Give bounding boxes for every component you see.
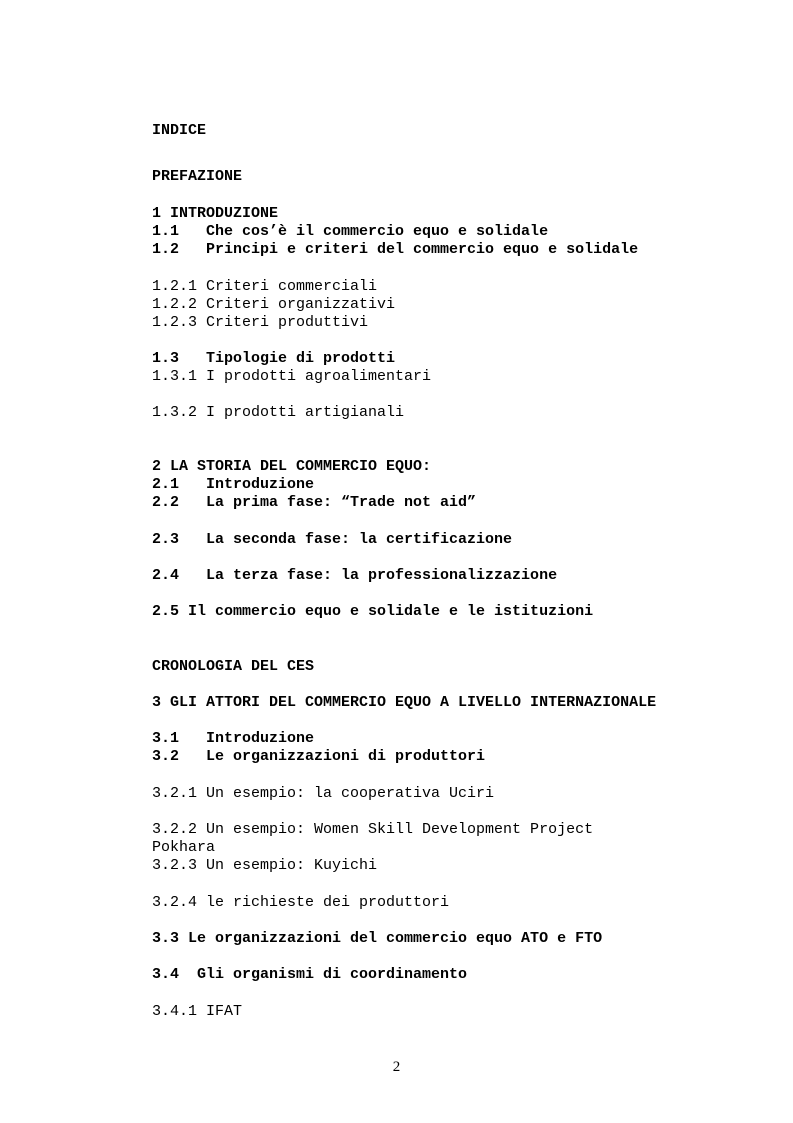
toc-entry-3-4-1: 3.4.1 IFAT bbox=[152, 1003, 243, 1020]
toc-entry-3-2: 3.2 Le organizzazioni di produttori bbox=[152, 748, 486, 765]
toc-entry-1-2-2: 1.2.2 Criteri organizzativi bbox=[152, 296, 396, 313]
toc-entry-2-4: 2.4 La terza fase: la professionalizzazione bbox=[152, 567, 558, 584]
toc-entry-prefazione: PREFAZIONE bbox=[152, 168, 243, 185]
toc-entry-3-3: 3.3 Le organizzazioni del commercio equo ATO e FTO bbox=[152, 930, 603, 947]
toc-entry-2-1: 2.1 Introduzione bbox=[152, 476, 315, 493]
toc-entry-3-2-2-continued: Pokhara bbox=[152, 839, 216, 856]
toc-entry-chapter-1: 1 INTRODUZIONE bbox=[152, 205, 279, 222]
toc-entry-chapter-3: 3 GLI ATTORI DEL COMMERCIO EQUO A LIVELLO INTERNAZIONALE bbox=[152, 694, 657, 711]
page-number: 2 bbox=[392, 1059, 401, 1075]
toc-entry-1-2: 1.2 Principi e criteri del commercio equo e solidale bbox=[152, 241, 639, 258]
toc-entry-3-1: 3.1 Introduzione bbox=[152, 730, 315, 747]
toc-entry-1-2-3: 1.2.3 Criteri produttivi bbox=[152, 314, 369, 331]
toc-entry-3-4: 3.4 Gli organismi di coordinamento bbox=[152, 966, 468, 983]
toc-entry-chapter-2: 2 LA STORIA DEL COMMERCIO EQUO: bbox=[152, 458, 432, 475]
toc-entry-3-2-2: 3.2.2 Un esempio: Women Skill Development Project bbox=[152, 821, 594, 838]
toc-entry-1-3-2: 1.3.2 I prodotti artigianali bbox=[152, 404, 405, 421]
toc-entry-1-2-1: 1.2.1 Criteri commerciali bbox=[152, 278, 378, 295]
toc-entry-3-2-3: 3.2.3 Un esempio: Kuyichi bbox=[152, 857, 378, 874]
toc-entry-1-1: 1.1 Che cos’è il commercio equo e solidale bbox=[152, 223, 549, 240]
toc-entry-2-3: 2.3 La seconda fase: la certificazione bbox=[152, 531, 513, 548]
toc-entry-2-5: 2.5 Il commercio equo e solidale e le istituzioni bbox=[152, 603, 594, 620]
toc-entry-2-2: 2.2 La prima fase: “Trade not aid” bbox=[152, 494, 477, 511]
toc-entry-3-2-1: 3.2.1 Un esempio: la cooperativa Uciri bbox=[152, 785, 495, 802]
toc-entry-1-3-1: 1.3.1 I prodotti agroalimentari bbox=[152, 368, 432, 385]
toc-entry-3-2-4: 3.2.4 le richieste dei produttori bbox=[152, 894, 450, 911]
toc-entry-1-3: 1.3 Tipologie di prodotti bbox=[152, 350, 396, 367]
index-title: INDICE bbox=[152, 122, 207, 139]
toc-entry-cronologia: CRONOLOGIA DEL CES bbox=[152, 658, 315, 675]
